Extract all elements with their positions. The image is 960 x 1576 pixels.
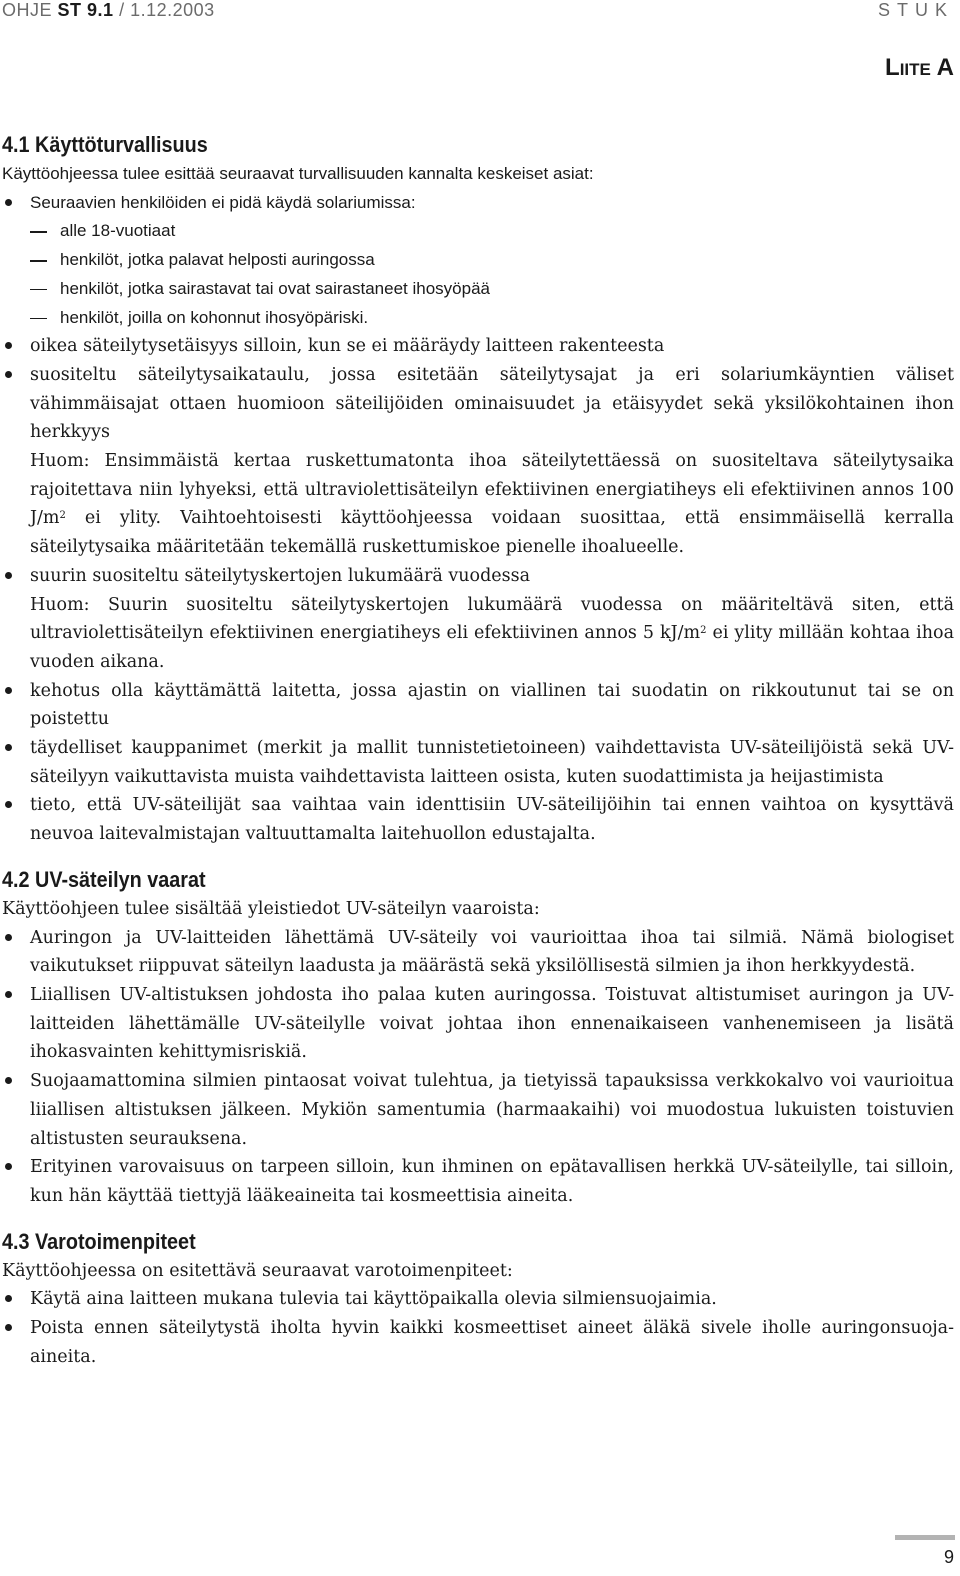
list-item bbox=[30, 562, 954, 677]
list-item: täydelliset kauppanimet (merkit ja mallit tunnistetietoineen) vaihdettavista UV-säteilijöistä sekä UV-säteilyyn vaikuttavista muista vaihdettavista laitteen osista, kuten suodattimista ja heijastimista bbox=[30, 734, 954, 791]
section-4-2-intro: Käyttöohjeen tulee sisältää yleistiedot UV-säteilyn vaaroista: bbox=[2, 898, 540, 919]
list-item: Käytä aina laitteen mukana tulevia tai käyttöpaikalla olevia silmiensuojaimia. bbox=[30, 1285, 954, 1314]
guide-prefix: OHJE bbox=[2, 0, 53, 20]
list-item-text: suositeltu säteilytysaikataulu, jossa esitetään säteilytysajat ja eri solariumkäyntien väliset vähimmäisajat ottaen huomioon säteilijöiden ominaisuudet ja etäisyydet sekä yksilökohtainen ihon herkkyys bbox=[30, 364, 954, 443]
document-body bbox=[2, 130, 954, 1371]
list-item bbox=[30, 361, 954, 562]
list-item: oikea säteilytysetäisyys silloin, kun se ei määräydy laitteen rakenteesta bbox=[30, 332, 954, 361]
dash-item: henkilöt, jotka palavat helposti auringossa bbox=[60, 246, 954, 275]
list-item: Suojaamattomina silmien pintaosat voivat tulehtua, ja tietyissä tapauksissa verkkokalvo voi vaurioitua liiallisen altistuksen jälkeen. Mykiön samentumia (harmaakaihi) voi muodostua lukuisten toistuvien altistusten seurauksena. bbox=[30, 1067, 954, 1153]
list-item-text: suurin suositeltu säteilytyskertojen lukumäärä vuodessa bbox=[30, 565, 531, 586]
page-number: 9 bbox=[943, 1547, 954, 1567]
list-item: tieto, että UV-säteilijät saa vaihtaa vain identtisiin UV-säteilijöihin tai ennen vaihtoa on kysyttävä neuvoa laitevalmistajan valtuuttamalta laitehuollon edustajalta. bbox=[30, 791, 954, 848]
list-item: Erityinen varovaisuus on tarpeen silloin, kun ihminen on epätavallisen herkkä UV-säteilylle, tai silloin, kun hän käyttää tiettyjä lääkeaineita tai kosmeettisia aineita. bbox=[30, 1153, 954, 1210]
section-4-3-intro: Käyttöohjeessa on esitettävä seuraavat varotoimenpiteet: bbox=[2, 1260, 513, 1281]
list-item bbox=[30, 189, 954, 333]
guide-reference bbox=[2, 0, 215, 21]
list-item: Poista ennen säteilytystä iholta hyvin kaikki kosmeettiset aineet äläkä sivele iholle auringonsuoja-aineita. bbox=[30, 1314, 954, 1371]
list-item-text: Seuraavien henkilöiden ei pidä käydä solariumissa: bbox=[30, 192, 416, 212]
page-number-rule bbox=[895, 1535, 955, 1540]
section-4-2-title: 4.2 UV-säteilyn vaarat bbox=[2, 866, 206, 892]
section-4-1-list bbox=[2, 189, 954, 849]
appendix-label: Liite A bbox=[885, 54, 954, 81]
section-4-1-intro: Käyttöohjeessa tulee esittää seuraavat turvallisuuden kannalta keskeiset asiat: bbox=[2, 164, 594, 183]
dash-item: henkilöt, joilla on kohonnut ihosyöpäriski. bbox=[60, 304, 954, 333]
note-text: Huom: Ensimmäistä kertaa ruskettumatonta ihoa säteilytettäessä on suositeltava säteilytysaika rajoitettava niin lyhyeksi, että ultraviolettisäteilyn efektiivinen energiatiheys eli efektiivinen annos 100 $J/m^2$ ei ylity. Vaihtoehtoisesti käyttöohjeessa voidaan suosittaa, että ensimmäisellä kerralla säteilytysaika määritetään tekemällä ruskettumiskoe pienelle ihoalueelle. bbox=[30, 451, 954, 558]
section-4-1-title: 4.1 Käyttöturvallisuus bbox=[2, 132, 208, 157]
guide-date: / 1.12.2003 bbox=[119, 0, 215, 20]
section-4-2-list bbox=[2, 924, 954, 1211]
dash-list bbox=[30, 217, 954, 332]
note-text: Huom: Suurin suositeltu säteilytyskertojen lukumäärä vuodessa on määriteltävä siten, että ultraviolettisäteilyn efektiivinen energiatiheys eli efektiivinen annos 5 $kJ/m^2$ ei ylity millään kohtaa ihoa vuoden aikana. bbox=[30, 594, 954, 672]
organization-name: STUK bbox=[877, 0, 954, 20]
list-item: kehotus olla käyttämättä laitetta, jossa ajastin on viallinen tai suodatin on rikkoutunut tai se on poistettu bbox=[30, 677, 954, 734]
page-header bbox=[0, 0, 960, 26]
list-item: Liiallisen UV-altistuksen johdosta iho palaa kuten auringossa. Toistuvat altistumiset auringon ja UV-laitteiden lähettämälle UV-säteilylle voivat johtaa ihon ennenaikaiseen vanhenemiseen ja lisätä ihokasvainten kehittymisriskiä. bbox=[30, 981, 954, 1067]
list-item: Auringon ja UV-laitteiden lähettämä UV-säteily voi vaurioittaa ihoa tai silmiä. Nämä biologiset vaikutukset riippuvat säteilyn laadusta ja määrästä sekä yksilöllisestä silmien ja ihon herkkyydestä. bbox=[30, 924, 954, 981]
guide-code: ST 9.1 bbox=[57, 0, 114, 20]
dash-item: alle 18-vuotiaat bbox=[60, 217, 954, 246]
dash-item: henkilöt, jotka sairastavat tai ovat sairastaneet ihosyöpää bbox=[60, 275, 954, 304]
section-4-3-list bbox=[2, 1285, 954, 1371]
section-4-3-title: 4.3 Varotoimenpiteet bbox=[2, 1228, 196, 1254]
